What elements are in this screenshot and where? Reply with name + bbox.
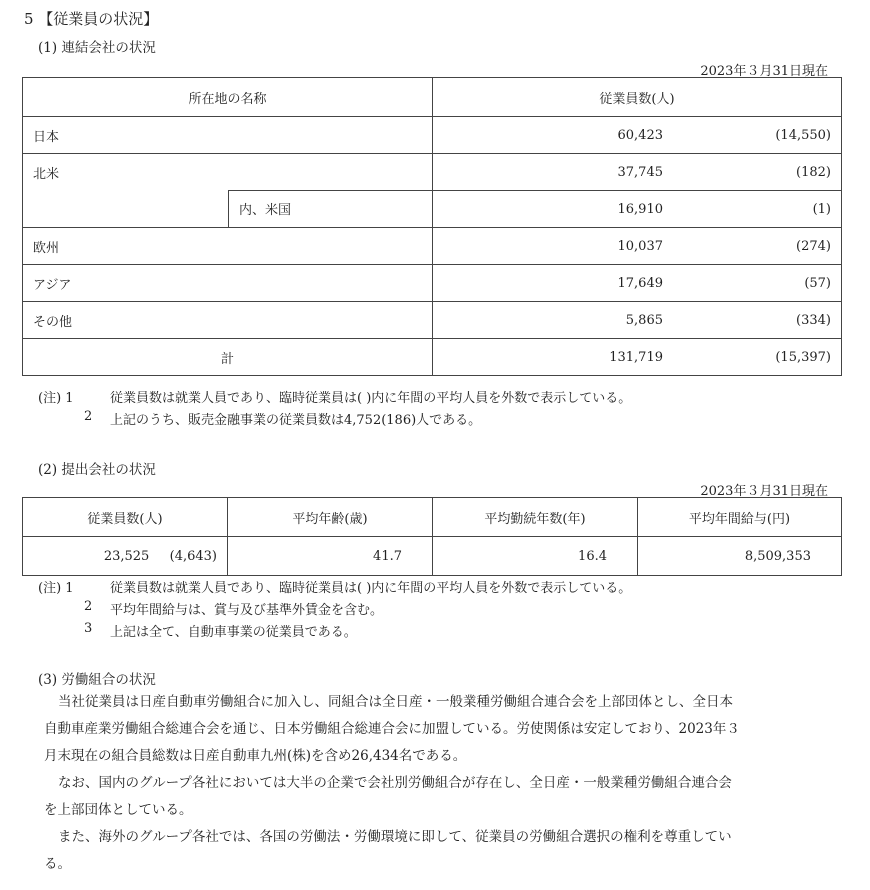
row-temp: (14,550) [775,127,831,143]
note-1-text: 従業員数は就業人員であり、臨時従業員は( )内に年間の平均人員を外数で表示している。 [110,581,632,596]
note-3-text: 上記は全て、自動車事業の従業員である。 [110,625,357,640]
table-row-total [23,339,842,376]
note-1-text: 従業員数は就業人員であり、臨時従業員は( )内に年間の平均人員を外数で表示している。 [110,391,632,406]
table-row [23,117,842,154]
row-name: 内、米国 [228,190,433,229]
table-row [23,191,842,228]
paragraph-line: る。 [44,856,71,872]
value-employees: 23,525 [103,548,150,564]
paragraph-line: 自動車産業労働組合総連合会を通じ、日本労働組合総連合会に加盟している。労使関係は安定しており、2023年３ [44,721,740,737]
row-name: 計 [23,339,433,376]
consolidated-employees-table [22,77,842,376]
table-header-row [23,498,842,537]
row-count: 16,910 [617,201,663,217]
paragraph-line: なお、国内のグループ各社においては大半の企業で会社別労働組合が存在し、全日産・一般業種労働組合連合会 [58,775,732,791]
paragraph-line: 月末現在の組合員総数は日産自動車九州(株)を含め26,434名である。 [44,748,467,764]
row-name: 日本 [23,117,433,154]
paragraph-line: 当社従業員は日産自動車労働組合に加入し、同組合は全日産・一般業種労働組合連合会を上部団体とし、全日本 [58,694,733,710]
value-age: 41.7 [228,537,433,576]
note-1-prefix: (注) 1 [38,581,74,596]
row-name: 欧州 [23,228,433,265]
header-tenure: 平均勤続年数(年) [433,498,638,537]
sub1-heading: (1) 連結会社の状況 [38,40,156,56]
note-2-text: 上記のうち、販売金融事業の従業員数は4,752(186)人である。 [110,413,482,428]
section-title: 5 【従業員の状況】 [24,10,159,28]
row-temp: (182) [796,164,831,180]
note-3-prefix: 3 [84,621,93,636]
row-name: アジア [23,265,433,302]
row-temp: (274) [796,238,831,254]
sub3-heading: (3) 労働組合の状況 [38,672,156,688]
note-2-prefix: 2 [84,599,93,614]
row-count: 60,423 [617,127,663,143]
value-salary: 8,509,353 [638,537,842,576]
note-2-prefix: 2 [84,409,93,424]
row-name: その他 [23,302,433,339]
table-row [23,265,842,302]
row-temp: (1) [812,201,831,217]
row-count: 37,745 [617,164,663,180]
row-count: 17,649 [617,275,663,291]
header-location: 所在地の名称 [23,78,433,117]
row-temp: (15,397) [775,349,831,365]
header-employees: 従業員数(人) [433,78,842,117]
table-row [23,154,842,191]
value-temp: (4,643) [169,548,217,564]
parent-company-table [22,497,842,576]
header-salary: 平均年間給与(円) [638,498,842,537]
paragraph-line: を上部団体としている。 [44,802,193,818]
paragraph-line: また、海外のグループ各社では、各国の労働法・労働環境に即して、従業員の労働組合選択の権利を尊重してい [58,829,732,845]
table-row [23,228,842,265]
sub2-as-of: 2023年３月31日現在 [700,484,828,499]
row-count: 131,719 [609,349,663,365]
row-count: 10,037 [617,238,663,254]
note-1-prefix: (注) 1 [38,391,74,406]
sub1-as-of: 2023年３月31日現在 [700,64,828,79]
table-row [23,302,842,339]
row-count: 5,865 [625,312,663,328]
value-tenure: 16.4 [433,537,638,576]
table-header-row [23,78,842,117]
row-temp: (334) [796,312,831,328]
sub2-heading: (2) 提出会社の状況 [38,462,156,478]
header-employees: 従業員数(人) [23,498,228,537]
row-name: 北米 [23,154,433,191]
row-temp: (57) [804,275,831,291]
table-row [23,537,842,576]
header-age: 平均年齢(歳) [228,498,433,537]
note-2-text: 平均年間給与は、賞与及び基準外賃金を含む。 [110,603,384,618]
